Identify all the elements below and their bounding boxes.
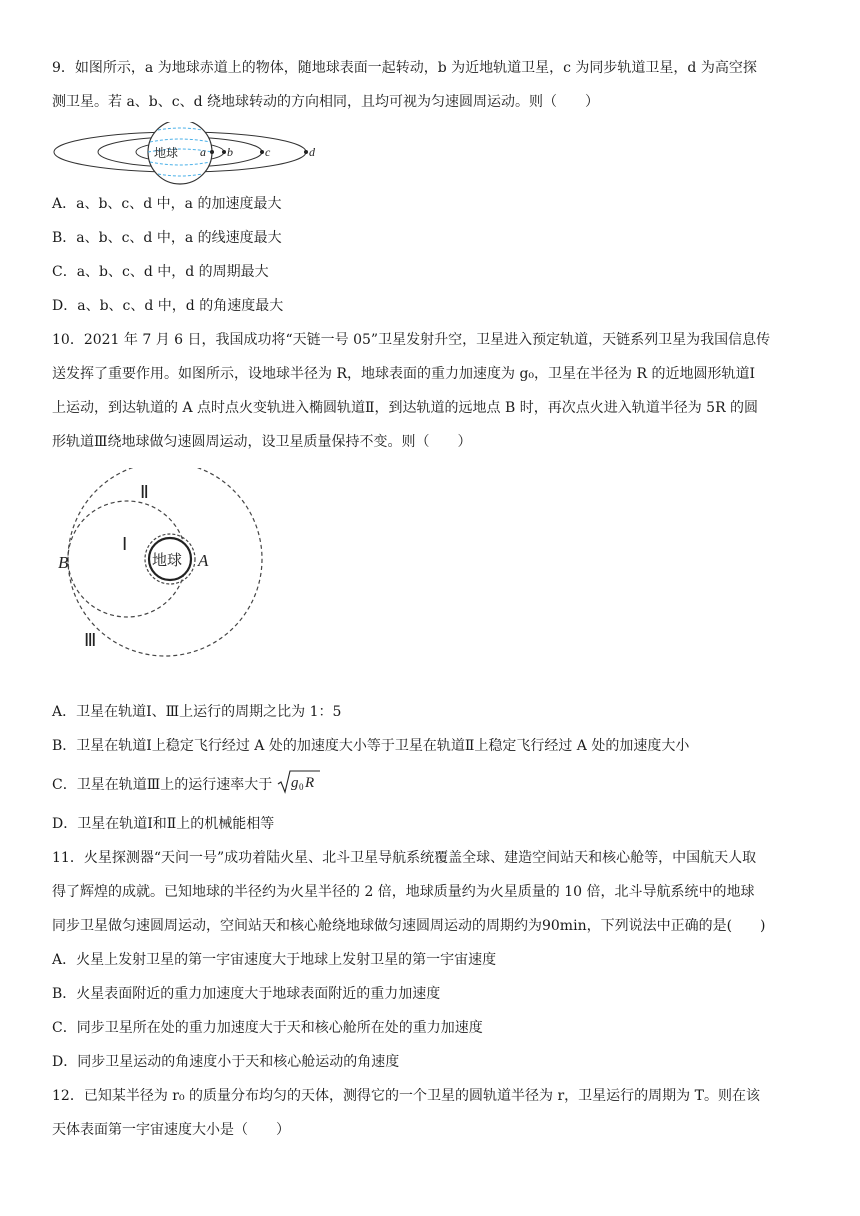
q9-option-c: C．a、b、c、d 中，d 的周期最大 xyxy=(52,264,269,280)
q10-earth-label: 地球 xyxy=(152,551,183,569)
q10-option-a: A．卫星在轨道Ⅰ、Ⅲ上运行的周期之比为 1：5 xyxy=(52,704,342,720)
q11-option-d: D．同步卫星运动的角速度小于天和核心舱运动的角速度 xyxy=(52,1054,400,1070)
point-a xyxy=(210,150,214,154)
q10-option-c-text: C．卫星在轨道Ⅲ上的运行速率大于 xyxy=(52,777,273,793)
q9-option-b: B．a、b、c、d 中，a 的线速度最大 xyxy=(52,230,282,246)
q10-stem-line-2: 送发挥了重要作用。如图所示，设地球半径为 R，地球表面的重力加速度为 g₀，卫星在半径为 R 的近地圆形轨道Ⅰ xyxy=(52,366,755,382)
q10-label-orbit-I: Ⅰ xyxy=(122,534,128,554)
q11-stem-line-1: 11．火星探测器“天问一号”成功着陆火星、北斗卫星导航系统覆盖全球、建造空间站天和核心舱等，中国航天人取 xyxy=(52,850,757,866)
q9-label-c: c xyxy=(265,145,271,159)
q11-option-b: B．火星表面附近的重力加速度大于地球表面附近的重力加速度 xyxy=(52,986,441,1002)
point-d xyxy=(304,150,308,154)
q9-label-a: a xyxy=(200,145,206,159)
sqrt-R: R xyxy=(304,775,314,791)
q10-option-d: D．卫星在轨道Ⅰ和Ⅱ上的机械能相等 xyxy=(52,816,275,832)
q9-label-d: d xyxy=(309,145,315,159)
q9-option-a: A．a、b、c、d 中，a 的加速度最大 xyxy=(52,196,282,212)
q10-stem-line-1: 10．2021 年 7 月 6 日，我国成功将“天链一号 05”卫星发射升空，卫星进入预定轨道，天链系列卫星为我国信息传 xyxy=(52,332,771,348)
q9-earth-label: 地球 xyxy=(154,146,179,160)
q9-option-d: D．a、b、c、d 中，d 的角速度最大 xyxy=(52,298,284,314)
q10-option-c xyxy=(52,772,321,798)
q10-label-orbit-II: Ⅱ xyxy=(140,482,149,502)
q11-stem-line-3: 同步卫星做匀速圆周运动，空间站天和核心舱绕地球做匀速圆周运动的周期约为90min，下列说法中正确的是( ) xyxy=(52,918,766,934)
sqrt-sub-0: 0 xyxy=(298,782,304,792)
q9-stem-line-2: 测卫星。若 a、b、c、d 绕地球转动的方向相同，且均可视为匀速圆周运动。则（ ） xyxy=(52,94,600,110)
sqrt-g0R-formula xyxy=(277,769,321,795)
q10-label-B: B xyxy=(58,553,69,572)
q11-option-a: A．火星上发射卫星的第一宇宙速度大于地球上发射卫星的第一宇宙速度 xyxy=(52,952,497,968)
q10-label-A: A xyxy=(198,551,209,570)
q10-option-b: B．卫星在轨道Ⅰ上稳定飞行经过 A 处的加速度大小等于卫星在轨道Ⅱ上稳定飞行经过 A 处的加速度大小 xyxy=(52,738,690,754)
q10-stem-line-4: 形轨道Ⅲ绕地球做匀速圆周运动，设卫星质量保持不变。则（ ） xyxy=(52,434,472,450)
q9-label-b: b xyxy=(227,145,233,159)
sqrt-g: g xyxy=(290,775,299,791)
q9-orbit-figure xyxy=(50,122,330,186)
q10-orbit-figure xyxy=(52,468,282,658)
point-c xyxy=(260,150,264,154)
q12-stem-line-1: 12．已知某半径为 r₀ 的质量分布均匀的天体，测得它的一个卫星的圆轨道半径为 r，卫星运行的周期为 T。则在该 xyxy=(52,1088,760,1104)
q12-stem-line-2: 天体表面第一宇宙速度大小是（ ） xyxy=(52,1122,290,1138)
q10-stem-line-3: 上运动，到达轨道的 A 点时点火变轨进入椭圆轨道Ⅱ，到达轨道的远地点 B 时，再次点火进入轨道半径为 5R 的圆 xyxy=(52,400,759,416)
q10-label-orbit-III: Ⅲ xyxy=(84,630,97,650)
q11-stem-line-2: 得了辉煌的成就。已知地球的半径约为火星半径的 2 倍，地球质量约为火星质量的 10 倍，北斗导航系统中的地球 xyxy=(52,884,755,900)
q11-option-c: C．同步卫星所在处的重力加速度大于天和核心舱所在处的重力加速度 xyxy=(52,1020,483,1036)
point-b xyxy=(222,150,226,154)
q9-stem-line-1: 9．如图所示，a 为地球赤道上的物体，随地球表面一起转动，b 为近地轨道卫星，c 为同步轨道卫星，d 为高空探 xyxy=(52,60,757,76)
